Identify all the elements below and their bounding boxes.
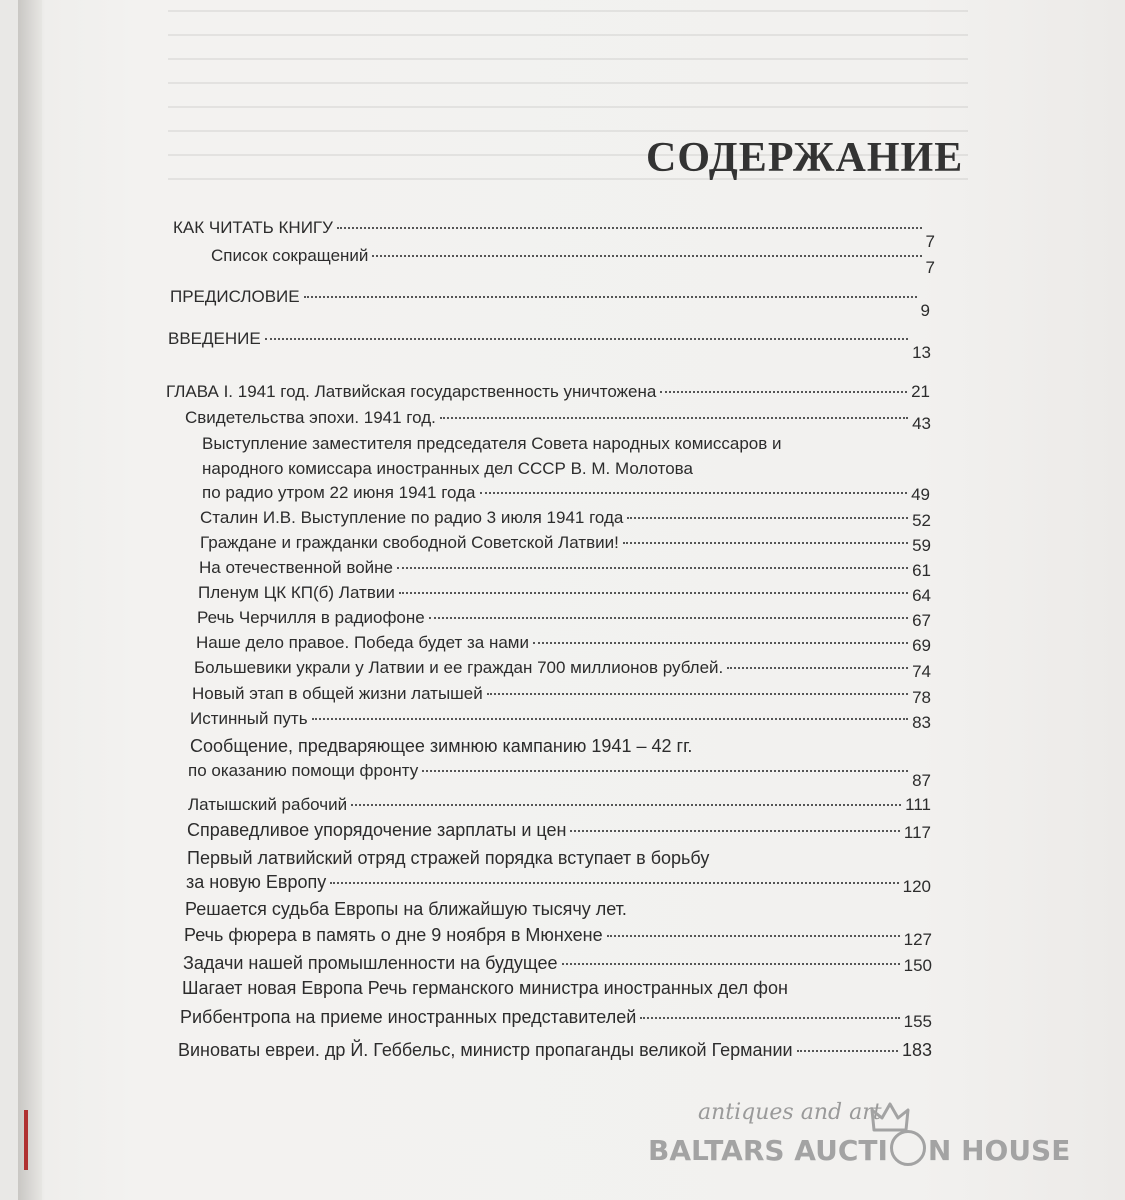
toc-entry-title: Наше дело правое. Победа будет за нами xyxy=(196,633,529,652)
toc-entry xyxy=(196,631,931,655)
toc-entry xyxy=(170,285,930,320)
auction-watermark xyxy=(648,1100,1108,1195)
toc-entry-title: Речь фюрера в память о дне 9 ноября в Мюнхене xyxy=(184,925,603,945)
leader-dots xyxy=(480,492,908,494)
toc-entry-title: Новый этап в общей жизни латышей xyxy=(192,684,483,703)
watermark-tagline: antiques and art xyxy=(698,1100,882,1125)
toc-entry xyxy=(180,1005,932,1030)
toc-entry xyxy=(190,707,931,731)
toc-entry-page: 13 xyxy=(912,343,931,362)
toc-entry xyxy=(202,481,930,505)
toc-entry-page: 69 xyxy=(912,636,931,655)
toc-entry xyxy=(200,506,931,530)
leader-dots xyxy=(304,296,917,298)
toc-entry-title: КАК ЧИТАТЬ КНИГУ xyxy=(173,218,333,237)
toc-entry-page: 64 xyxy=(912,586,931,605)
toc-entry-page: 9 xyxy=(920,301,930,320)
toc-entry-page: 7 xyxy=(925,258,935,277)
book-spine xyxy=(18,0,42,1200)
toc-entry-line: народного комиссара иностранных дел СССР В. М. Молотова xyxy=(202,459,693,478)
toc-entry-title: ВВЕДЕНИЕ xyxy=(168,329,261,348)
toc-entry xyxy=(184,923,932,948)
toc-entry-title: Виноваты евреи. др Й. Геббельс, министр пропаганды великой Германии xyxy=(178,1040,793,1060)
leader-dots xyxy=(337,227,922,229)
toc-entry-page: 49 xyxy=(911,485,930,504)
toc-entry-title: Сталин И.В. Выступление по радио 3 июля 1941 года xyxy=(200,508,624,527)
leader-dots xyxy=(660,391,907,393)
toc-entry-title: Справедливое упорядочение зарплаты и цен xyxy=(187,820,567,840)
toc-entry-page: 59 xyxy=(912,536,931,555)
toc-entry-title: На отечественной войне xyxy=(199,558,393,577)
toc-entry-title: Свидетельства эпохи. 1941 год. xyxy=(185,408,436,427)
leader-dots xyxy=(570,830,899,832)
toc-entry-page: 87 xyxy=(912,771,931,790)
toc-entry-page: 67 xyxy=(912,611,931,630)
toc-entry-title: Речь Черчилля в радиофоне xyxy=(197,608,425,627)
toc-entry xyxy=(197,606,931,630)
toc-entry-page: 111 xyxy=(905,795,931,814)
leader-dots xyxy=(399,592,908,594)
toc-entry-page: 120 xyxy=(902,877,931,896)
toc-entry xyxy=(192,682,931,706)
toc-entry-page: 78 xyxy=(912,688,931,707)
toc-entry-title: Истинный путь xyxy=(190,709,308,728)
toc-entry-line: Шагает новая Европа Речь германского министра иностранных дел фон xyxy=(182,978,788,998)
toc-entry-line: Выступление заместителя председателя Совета народных комиссаров и xyxy=(202,434,782,453)
leader-dots xyxy=(397,567,908,569)
toc-entry-page: 127 xyxy=(903,930,932,949)
toc-entry-page: 155 xyxy=(903,1012,932,1031)
leader-dots xyxy=(640,1017,899,1019)
toc-entry-title: Граждане и гражданки свободной Советской Латвии! xyxy=(200,533,619,552)
toc-entry-title: по радио утром 22 июня 1941 года xyxy=(202,483,476,502)
toc-entry-title: за новую Европу xyxy=(186,872,327,892)
toc-entry-title: Риббентропа на приеме иностранных представителей xyxy=(180,1007,637,1027)
toc-entry xyxy=(199,556,931,580)
toc-entry-page: 83 xyxy=(912,713,931,732)
leader-dots xyxy=(312,718,909,720)
toc-entry xyxy=(200,531,931,555)
toc-entry-title: по оказанию помощи фронту xyxy=(188,761,419,780)
toc-entry-page: 7 xyxy=(925,232,935,251)
leader-dots xyxy=(727,667,908,669)
toc-entry-page: 61 xyxy=(912,561,931,580)
leader-dots xyxy=(422,770,908,772)
toc-entry xyxy=(183,951,932,976)
leader-dots xyxy=(330,882,898,884)
toc-entry xyxy=(194,656,931,680)
toc-entry xyxy=(188,759,931,790)
toc-entry-page: 117 xyxy=(903,823,931,842)
toc-entry-line: Сообщение, предваряющее зимнюю кампанию 1941 – 42 гг. xyxy=(190,736,693,756)
leader-dots xyxy=(440,417,908,419)
toc-entry-title: Большевики украли у Латвии и ее граждан 700 миллионов рублей. xyxy=(194,658,724,677)
leader-dots xyxy=(627,517,908,519)
toc-entry-page: 43 xyxy=(912,414,931,433)
toc-entry xyxy=(211,244,935,277)
toc-entry-page: 21 xyxy=(911,382,930,401)
leader-dots xyxy=(351,804,901,806)
leader-dots xyxy=(487,693,908,695)
toc-entry xyxy=(185,406,931,433)
toc-entry xyxy=(166,380,930,404)
page-title: СОДЕРЖАНИЕ xyxy=(646,135,964,181)
leader-dots xyxy=(562,963,900,965)
toc-entry-title: Пленум ЦК КП(б) Латвии xyxy=(198,583,395,602)
toc-entry-title: Список сокращений xyxy=(211,246,369,265)
toc-entry-title: Латышский рабочий xyxy=(188,795,348,814)
leader-dots xyxy=(797,1050,898,1052)
toc-entry-page: 74 xyxy=(912,662,931,681)
toc-entry-line: Решается судьба Европы на ближайшую тысячу лет. xyxy=(185,899,627,919)
watermark-brand-left: BALTARS AUCTI xyxy=(648,1134,888,1167)
leader-dots xyxy=(607,935,900,937)
toc-entry-page: 150 xyxy=(903,956,932,975)
toc-entry xyxy=(187,818,931,843)
watermark-brand-right: N HOUSE xyxy=(927,1134,1071,1167)
toc-entry xyxy=(198,581,931,605)
leader-dots xyxy=(265,338,908,340)
leader-dots xyxy=(623,542,908,544)
toc-entry xyxy=(168,327,931,362)
leader-dots xyxy=(372,255,921,257)
toc-entry-title: ГЛАВА I. 1941 год. Латвийская государственность уничтожена xyxy=(166,382,657,401)
toc-entry-page: 183 xyxy=(901,1040,932,1060)
toc-entry-title: Задачи нашей промышленности на будущее xyxy=(183,953,558,973)
toc-entry xyxy=(188,793,931,817)
toc-entry-page: 52 xyxy=(912,511,931,530)
toc-entry xyxy=(186,870,931,895)
leader-dots xyxy=(429,617,908,619)
o-circle-icon xyxy=(890,1130,926,1166)
toc-entry xyxy=(173,216,935,251)
leader-dots xyxy=(533,642,908,644)
watermark-brand xyxy=(648,1130,1070,1167)
bookmark-ribbon xyxy=(24,1110,28,1170)
toc-entry-line: Первый латвийский отряд стражей порядка вступает в борьбу xyxy=(187,848,710,868)
toc-entry xyxy=(178,1038,932,1062)
toc-entry-title: ПРЕДИСЛОВИЕ xyxy=(170,287,300,306)
